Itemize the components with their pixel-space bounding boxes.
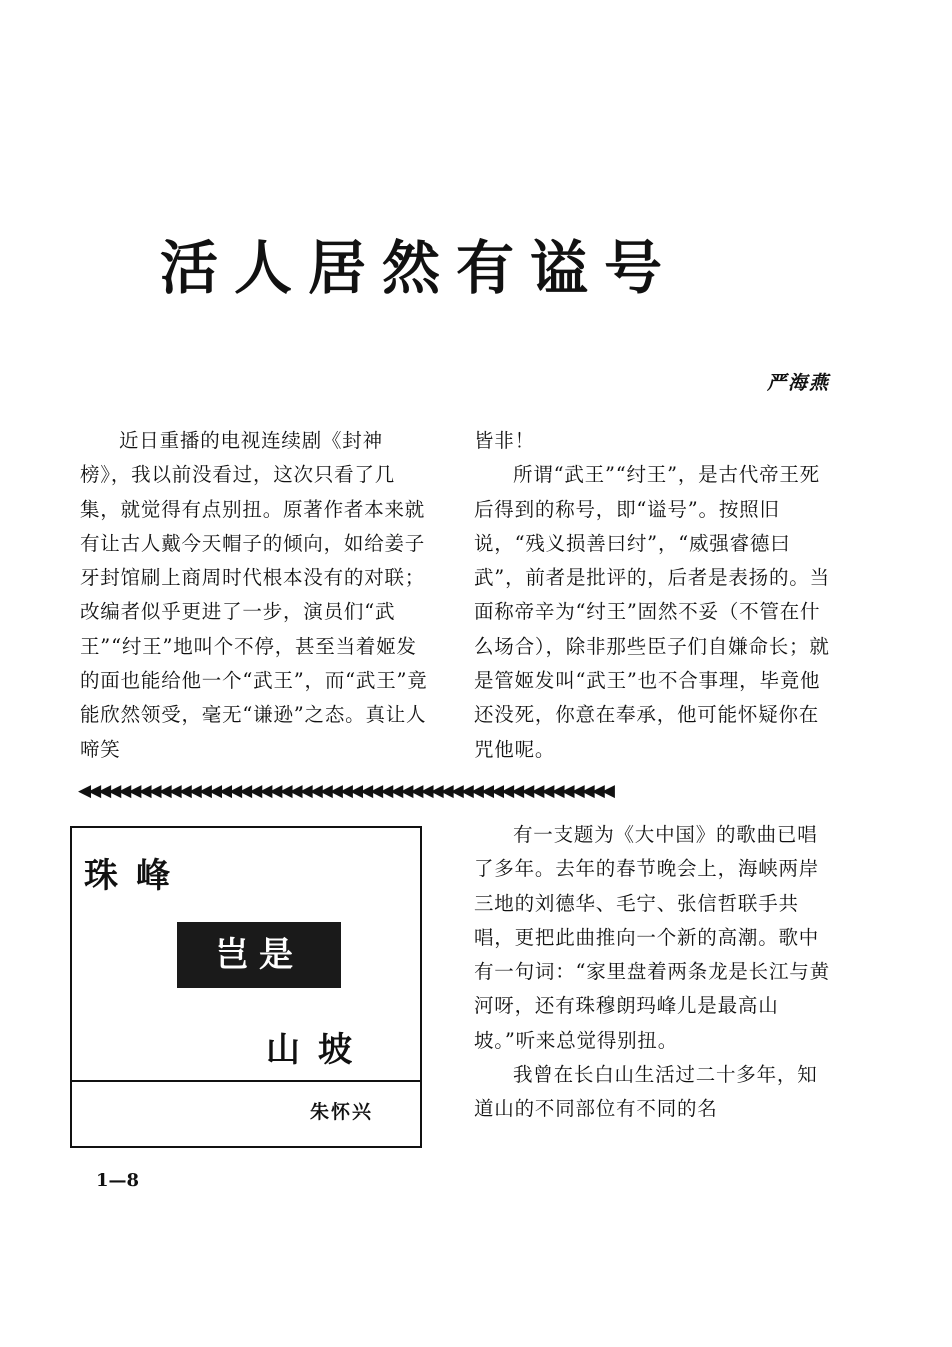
article2-column [474,818,830,1127]
article2-author: 朱怀兴 [310,1101,374,1123]
article1-paragraph: 所谓“武王”“纣王”，是古代帝王死后得到的称号，即“谥号”。按照旧说，“残义损善曰纣”，“威强睿德曰武”，前者是批评的，后者是表扬的。当面称帝辛为“纣王”固然不妥（不管在什么场合），除非那些臣子们自嫌命长；就是管姬发叫“武王”也不合事理，毕竟他还没死，你意在奉承，他可能怀疑你在咒他呢。 [474,463,830,761]
article2-title-line3: 山坡 [266,1030,370,1070]
article1-paragraph: 近日重播的电视连续剧《封神榜》，我以前没看过，这次只看了几集，就觉得有点别扭。原著作者本来就有让古人戴今天帽子的倾向，如给姜子牙封馆刷上商周时代根本没有的对联；改编者似乎更进了一步，演员们“武王”“纣王”地叫个不停，甚至当着姬发的面也能给他一个“武王”，而“武王”竟能欣然领受，毫无“谦逊”之态。真让人啼笑 [80,429,428,761]
section-divider: ◀◀◀◀◀◀◀◀◀◀◀◀◀◀◀◀◀◀◀◀◀◀◀◀◀◀◀◀◀◀◀◀◀◀◀◀◀◀◀◀◀◀◀◀◀◀◀◀◀◀◀◀◀ [78,782,612,800]
article2-title-line1: 珠峰 [84,856,188,896]
article1-column-left [80,424,430,767]
article2-paragraph: 我曾在长白山生活过二十多年，知道山的不同部位有不同的名 [474,1063,818,1121]
article2-paragraph: 有一支题为《大中国》的歌曲已唱了多年。去年的春节晚会上，海峡两岸三地的刘德华、毛宁、张信哲联手共唱，更把此曲推向一个新的高潮。歌中有一句词：“家里盘着两条龙是长江与黄河呀，还有珠穆朗玛峰儿是最高山坡。”听来总觉得别扭。 [474,823,830,1052]
article1-paragraph-continued: 皆非！ [474,429,535,452]
article1-column-right [474,424,830,767]
article2-title-line2: 岂是 [215,935,303,975]
page-number: 1—8 [96,1170,140,1191]
article-title: 活人居然有谥号 [160,234,679,302]
article-author: 严海燕 [766,372,830,394]
